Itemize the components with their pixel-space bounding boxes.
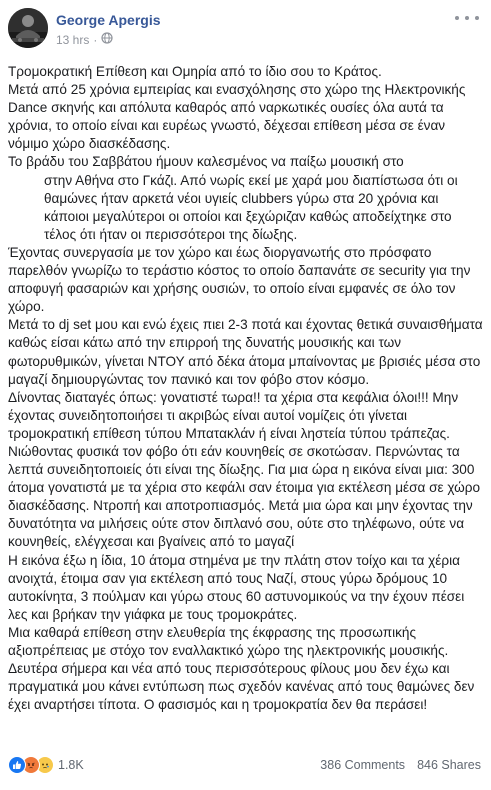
more-options-icon[interactable] [455,10,479,26]
post-paragraph: Δευτέρα σήμερα και νέα από τους περισσότερους φίλους μου δεν έχω και πραγματικά μου κάνει εντύπωση πως σχεδόν κανένας από τους θαμώνες δεν έχει αναρτήσει τίποτα. Ο φασισμός και η τρομοκρατία δεν θα περάσει! [8,661,475,713]
post-paragraph: Η εικόνα έξω η ίδια, 10 άτομα στημένα με την πλάτη στον τοίχο και τα χέρια ανοιχτά, έτοιμα σαν για εκτέλεση από τους Ναζί, στους γύρω δρόμους 10 αυτοκίνητα, 3 πούλμαν και γύρω στους 60 αστυνομικούς να την έχουν πέσει λες και βρήκαν την γιάφκα με τους τρομοκράτες. [8,552,465,622]
post-paragraph: Δίνοντας διαταγές όπως: γονατιστέ τωρα!! τα χέρια στα κεφάλια όλοι!!! Μην έχοντας συνειδητοποιήσει τι ακριβώς είναι αυτοί νομίζεις ότι γίνεται τρομοκρατική επίθεση τύπου Μπατακλάν ή είναι ληστεία τύπου τράπεζας. [8,389,459,441]
post-paragraph: Το βράδυ του Σαββάτου ήμουν καλεσμένος να παίξω μουσική στο [8,154,404,170]
reactions-summary[interactable] [8,756,84,774]
post-paragraph: στην Αθήνα στο Γκάζι. Από νωρίς εκεί με χαρά μου διαπίστωσα ότι οι θαμώνες ήταν αρκετά νέοι υγιείς clubbers γύρω στα 20 χρόνια και κάποιοι μεγαλύτεροι οι οποίοι και ξεχώριζαν καθώς αποδείχτηκε στο τέλος ότι ήταν οι περισσότεροι της δίωξης. [44,172,458,242]
author-avatar[interactable] [8,8,48,48]
post-body [8,63,484,714]
post-paragraph: Τρομοκρατική Επίθεση και Ομηρία από το ίδιο σου το Κράτος. [8,64,382,79]
shares-count[interactable]: 846 Shares [417,758,481,772]
meta-separator: · [93,32,98,47]
post-footer [0,754,491,790]
comments-count[interactable]: 386 Comments [320,758,406,772]
post-paragraph: Μετά το dj set μου και ενώ έχεις πιει 2-3 ποτά και έχοντας θετικά συναισθήματα καθώς είσαι κάτω από την επιρροή της δυνατής μουσικής και των φωτορυθμικών, γίνεται ΝΤΟΥ από δέκα άτομα μπαίνοντας με βρισιές μέσα στο μαγαζί δημιουργώντας τον πανικό και τον φόβο στον κόσμο. [8,317,483,387]
post-paragraph: Μια καθαρά επίθεση στην ελευθερία της έκφρασης της προσωπικής αξιοπρέπειας με στόχο τον εναλλακτικό χώρο της ηλεκτρονικής μουσικής. [8,624,449,658]
post-paragraph: Μετά από 25 χρόνια εμπειρίας και ενασχόλησης στο χώρο της Ηλεκτρονικής Dance σκηνής και απόλυτα καθαρός από ναρκωτικές ουσίες όλα αυτά τα χρόνια, το οποίο είναι και ευρέως γνωστό, δέχεσαι επίθεση μέσα σε έναν νόμιμο χώρο διασκέδασης. [8,82,466,152]
post-stats [320,758,481,772]
post-meta [56,32,113,47]
author-name[interactable]: George Apergis [56,12,161,28]
like-reaction-icon [8,756,26,774]
post-paragraph: Νιώθοντας φυσικά τον φόβο ότι εάν κουνηθείς σε σκοτώσαν. Περνώντας τα λεπτά συνειδητοποιείς ότι είναι της δίωξης. Για μια ώρα η εικόνα είναι μια: 300 άτομα γονατιστά με τα χέρια στο κεφάλι σαν έτοιμα για εκτέλεση μέσα σε χώρο διασκέδασης. Ντροπή και αποτροπιασμός. Μετά μια ώρα και μην έχοντας την δυνατότητα να μιλήσεις ούτε στον διπλανό σου, ούτε στο τηλέφωνο, ούτε να κουνηθείς, ελέγχεσαι και βγαίνεις από το μαγαζί [8,443,481,550]
dj-avatar-image [8,8,48,48]
post-paragraph: Έχοντας συνεργασία με τον χώρο και έως διοργανωτής στο πρόσφατο παρελθόν γνωρίζω το τεράστιο κόστος το οποίο δαπανάτε σε security για την αποφυγή φασαριών και χρήσης ουσιών, το οποίο είναι εμφανές σε όλο τον χώρο. [8,244,471,315]
post-time[interactable]: 13 hrs [56,32,90,47]
reactions-count: 1.8K [58,758,84,772]
post-header [0,0,491,60]
globe-icon[interactable] [101,32,113,47]
